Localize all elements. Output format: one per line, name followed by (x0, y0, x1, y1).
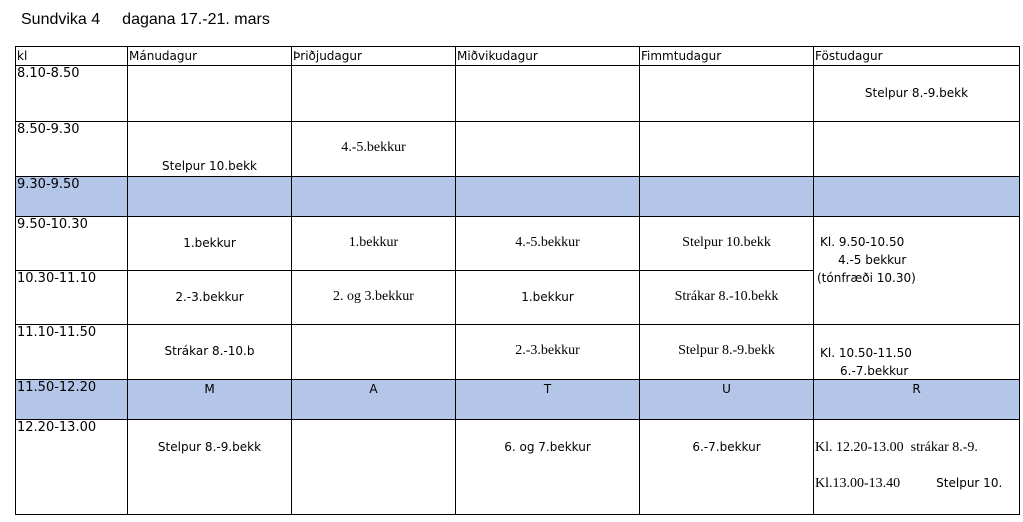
cell-r5-wed (456, 271, 640, 325)
cell-r1-tue (292, 66, 456, 122)
cell-r5-thu-text: Strákar 8.-10.bekk (674, 289, 779, 304)
cell-r8-mon-text: Stelpur 8.-9.bekk (157, 440, 262, 454)
title-left: Sundvika 4 (21, 11, 101, 28)
cell-r1-mon (128, 66, 292, 122)
lunch-row (16, 380, 1020, 420)
cell-r3-fri (814, 177, 1020, 217)
table-row (16, 66, 1020, 122)
lunch-letter: U (722, 382, 731, 396)
cell-r5-tue-text: 2. og 3.bekkur (333, 289, 414, 304)
time-cell: 12.20-13.00 (16, 420, 128, 515)
cell-r4-thu (640, 217, 814, 271)
cell-r1-fri-text: Stelpur 8.-9.bekk (864, 86, 969, 100)
lunch-letter: M (204, 382, 215, 396)
header-wed: Miðvikudagur (456, 47, 640, 66)
time-cell: 8.50-9.30 (16, 122, 128, 177)
cell-r8-fri (814, 420, 1020, 515)
cell-r8-wed (456, 420, 640, 515)
fri-block-b-line1: Kl. 10.50-11.50 (820, 346, 912, 360)
fri-block-a-text (817, 233, 916, 287)
cell-r2-tue-text: 4.-5.bekkur (341, 140, 406, 155)
fri-last-line2 (815, 476, 1002, 492)
cell-r4-thu-text: Stelpur 10.bekk (682, 235, 771, 250)
cell-r5-mon-text: 2.-3.bekkur (175, 290, 244, 304)
cell-r2-fri (814, 122, 1020, 177)
cell-r2-mon-text: Stelpur 10.bekk (162, 159, 257, 173)
header-kl: kl (16, 47, 128, 66)
cell-r1-fri (814, 66, 1020, 122)
cell-r2-wed (456, 122, 640, 177)
fri-last-line1 (815, 440, 978, 456)
cell-r2-mon (128, 122, 292, 177)
fri-last-line1-group: strákar 8.-9. (910, 440, 978, 455)
header-fri: Föstudagur (814, 47, 1020, 66)
cell-r6-wed (456, 325, 640, 380)
cell-r4-tue (292, 217, 456, 271)
cell-r3-thu (640, 177, 814, 217)
cell-r2-thu (640, 122, 814, 177)
cell-r8-thu-text: 6.-7.bekkur (692, 440, 761, 454)
document-title (21, 11, 270, 29)
cell-r4-wed (456, 217, 640, 271)
cell-fri-block-a (814, 217, 1020, 325)
schedule-table (15, 46, 1020, 515)
cell-r6-thu (640, 325, 814, 380)
cell-r5-mon (128, 271, 292, 325)
cell-r1-thu (640, 66, 814, 122)
header-thu: Fimmtudagur (640, 47, 814, 66)
table-row (16, 217, 1020, 271)
cell-r5-tue (292, 271, 456, 325)
fri-last-line2-time: Kl.13.00-13.40 (815, 476, 901, 491)
cell-fri-block-b (814, 325, 1020, 380)
cell-r3-tue (292, 177, 456, 217)
table-row (16, 420, 1020, 515)
lunch-cell (292, 380, 456, 420)
cell-r8-mon (128, 420, 292, 515)
cell-r6-mon-text: Strákar 8.-10.b (164, 344, 255, 358)
time-cell: 11.10-11.50 (16, 325, 128, 380)
cell-r4-wed-text: 4.-5.bekkur (515, 235, 580, 250)
time-cell: 10.30-11.10 (16, 271, 128, 325)
cell-r2-tue (292, 122, 456, 177)
time-cell: 11.50-12.20 (16, 380, 128, 420)
cell-r5-wed-text: 1.bekkur (521, 290, 574, 304)
cell-r6-wed-text: 2.-3.bekkur (515, 343, 580, 358)
fri-block-b-line2: 6.-7.bekkur (840, 364, 909, 378)
cell-r1-wed (456, 66, 640, 122)
header-row (16, 47, 1020, 66)
cell-r8-tue (292, 420, 456, 515)
table-row (16, 325, 1020, 380)
cell-r4-mon-text: 1.bekkur (183, 236, 236, 250)
time-cell: 9.30-9.50 (16, 177, 128, 217)
lunch-cell (814, 380, 1020, 420)
lunch-cell (640, 380, 814, 420)
fri-last-line2-group: Stelpur 10. (936, 476, 1003, 490)
header-mon: Mánudagur (128, 47, 292, 66)
cell-r6-mon (128, 325, 292, 380)
header-tue: Þriðjudagur (292, 47, 456, 66)
title-right: dagana 17.-21. mars (122, 11, 270, 28)
fri-block-a-line3: (tónfræði 10.30) (817, 271, 916, 285)
cell-r6-thu-text: Stelpur 8.-9.bekk (678, 343, 775, 358)
cell-r3-mon (128, 177, 292, 217)
lunch-letter: R (912, 382, 921, 396)
cell-r8-wed-text: 6. og 7.bekkur (504, 440, 591, 454)
cell-r6-tue (292, 325, 456, 380)
cell-r4-mon (128, 217, 292, 271)
fri-block-b-text (820, 344, 912, 380)
cell-r8-thu (640, 420, 814, 515)
lunch-letter: T (543, 382, 552, 396)
lunch-cell (128, 380, 292, 420)
fri-block-a-line1: Kl. 9.50-10.50 (820, 235, 905, 249)
cell-r3-wed (456, 177, 640, 217)
table-row (16, 177, 1020, 217)
lunch-letter: A (369, 382, 378, 396)
table-row (16, 122, 1020, 177)
time-cell: 9.50-10.30 (16, 217, 128, 271)
fri-last-line1-time: Kl. 12.20-13.00 (815, 440, 904, 455)
cell-r5-thu (640, 271, 814, 325)
time-cell: 8.10-8.50 (16, 66, 128, 122)
cell-r4-tue-text: 1.bekkur (348, 235, 399, 250)
lunch-cell (456, 380, 640, 420)
fri-block-a-line2: 4.-5 bekkur (838, 253, 907, 267)
